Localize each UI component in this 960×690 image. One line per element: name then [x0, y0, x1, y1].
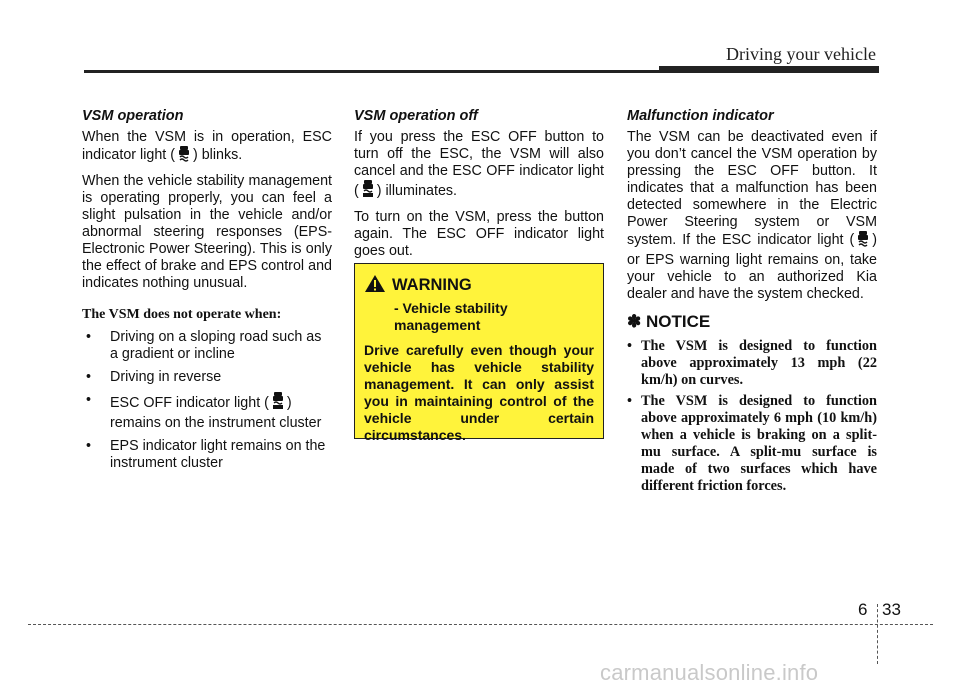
esc-off-indicator-icon: [362, 180, 374, 203]
warning-box: [354, 263, 604, 443]
column-malfunction: [627, 108, 877, 499]
list-item: • Driving on a sloping road such as a gradient or incline: [82, 329, 332, 363]
paragraph-vsm-on: To turn on the VSM, press the button again. The ESC OFF indicator light goes out.: [354, 209, 604, 259]
column-vsm-operation: [82, 108, 332, 478]
paragraph-vsm-operation: When the VSM is in operation, ESC indicator light ( ) blinks.: [82, 129, 332, 167]
esc-indicator-icon: [178, 146, 190, 167]
warning-body: Drive carefully even though your vehicle has vehicle stability management. It can only assist you in maintaining control of the vehicle under certain circumstances.: [364, 342, 594, 443]
subheading-vsm-not-operate: The VSM does not operate when:: [82, 307, 282, 322]
notice-list: [627, 338, 877, 495]
warning-triangle-icon: [364, 274, 392, 297]
list-vsm-conditions: [82, 329, 332, 472]
list-item: • The VSM is designed to function above approximately 13 mph (22 km/h) on curves.: [627, 338, 877, 389]
list-item: • Driving in reverse: [82, 369, 332, 386]
page-number: 33: [882, 600, 901, 619]
footer-divider: [877, 604, 878, 664]
heading-vsm-operation: VSM operation: [82, 108, 184, 124]
heading-malfunction-indicator: Malfunction indicator: [627, 108, 774, 124]
header-rule-accent: [659, 66, 879, 71]
paragraph-vsm-pulsation: When the vehicle stability management is operating properly, you can feel a slight pulsation in the vehicle and/or abnormal steering responses (EPS- Electronic Power Steering). This is only the effect of brake and EPS control and indicates nothing unusual.: [82, 173, 332, 291]
paragraph-vsm-off: If you press the ESC OFF button to turn off the ESC, the VSM will also cancel and the ESC OFF indicator light ( ) illuminates.: [354, 129, 604, 203]
notice-heading: ✽ NOTICE: [627, 312, 711, 331]
list-item: • ESC OFF indicator light ( ) remains on the instrument cluster: [82, 392, 332, 432]
page-header-title: Driving your vehicle: [726, 44, 876, 64]
heading-vsm-operation-off: VSM operation off: [354, 108, 478, 124]
esc-indicator-icon: [857, 231, 869, 252]
warning-subtitle: - Vehicle stability management: [394, 300, 508, 333]
footer-rule: [28, 624, 933, 625]
list-item: • The VSM is designed to function above approximately 6 mph (10 km/h) when a vehicle is braking on a split-mu surface. A split-mu surface is made of two surfaces which have different friction forces.: [627, 393, 877, 495]
list-item: • EPS indicator light remains on the instrument cluster: [82, 438, 332, 472]
column-vsm-operation-off: [354, 108, 604, 266]
paragraph-malfunction: The VSM can be deactivated even if you don’t cancel the VSM operation by pressing the ESC OFF button. It indicates that a malfunction has been detected somewhere in the Electric Power Steering system or VSM system. If the ESC indicator light ( ) or EPS warning light remains on, take your vehicle to an authorized Kia dealer and have the system checked.: [627, 129, 877, 302]
warning-heading: WARNING: [364, 274, 594, 297]
chapter-number: 6: [858, 600, 868, 619]
watermark: carmanualsonline.info: [600, 660, 819, 685]
esc-off-indicator-icon: [272, 392, 284, 415]
